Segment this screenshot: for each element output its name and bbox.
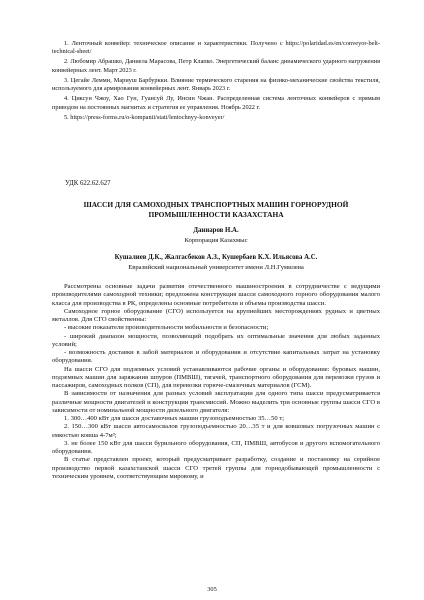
article-body	[52, 283, 380, 481]
list-item: - широкий диапазон мощности, позволяющий подобрать их оптимальные значения для любых заданных условий;	[52, 332, 380, 348]
author-list: Кушалиев Д.К., Жалгасбеков А.З., Кушербаев К.Х. Ильясова А.С.	[114, 254, 318, 261]
author-primary: Даниаров Н.А.	[193, 227, 239, 234]
list-item: 1. 300…400 кВт для шасси доставочных машин грузоподъемностью 35…50 т;	[64, 415, 285, 422]
paragraph: В статье представлен проект, который предусматривает разработку, создание и постановку на серийное производство первой казахстанской шасси СГО третей группы для горнодобывающей промышленности с техническим уровнем, соответствующим мировому, и	[52, 456, 380, 480]
affiliation-primary: Корпорация Казахмыс	[184, 237, 248, 244]
reference-item: 4. Циксун Чжоу, Хао Гун, Гуансуй Лу, Инсин Чжан. Распределенная система ленточных конвейеров с прямым приводом на постоянных магнитах и стратегия ее управления. Ноябрь 2022 г.	[52, 95, 380, 111]
affiliation-secondary: Евразийский национальный университет имени Л.Н.Гумилева	[128, 264, 304, 271]
paragraph: Рассмотрены основные задачи развития отечественного машиностроения в сотрудничестве с ведущими производителями самоходной техники; предложена конструкция шасси самоходного горного оборудования малого класса для производства в РК, определены основные потребители и объемы производства шасси.	[52, 283, 380, 307]
paragraph: Самоходное горное оборудование (СГО) используется на крупнейших месторождениях рудных и цветных металлов. Для СГО свойственны:	[52, 307, 380, 323]
paragraph: На шасси СГО для подземных условий устанавливаются рабочие органы и оборудование: буровых машин, подземных машин для заряжания шпуров (ПМВШ), тягачей, транспортного оборудования для перевозки грузов и пассажиров, самоходных полков (СП), для перевозки горюче-смазочных материалов (ГСМ).	[52, 365, 380, 389]
reference-item: 2. Любомир Абрашко, Даниела Марасова, Петр Клапко. Энергетический баланс динамического ударного нагружения конвейерных лент. Март 2023 г.	[52, 58, 380, 74]
list-item: - возможность доставки в забой материалов и оборудования и отсутствие капитальных затрат на установку оборудования.	[52, 349, 380, 365]
reference-list	[52, 40, 380, 124]
paragraph: В зависимости от назначения для разных условий эксплуатации для одного типа шасси предусматривается различные мощности двигателей и конструкции трансмиссий. Можно выделить три основные группы шасси СГО в зависимости от номинальной мощности дизельного двигателя:	[52, 390, 380, 414]
article-title: ШАССИ ДЛЯ САМОХОДНЫХ ТРАНСПОРТНЫХ МАШИН ГОРНОРУДНОЙ ПРОМЫШЛЕННОСТИ КАЗАХСТАНА	[83, 200, 349, 219]
reference-item: 1. Ленточный конвейер: техническое описание и характеристики. Получено с https://polaridad.es/en/conveyor-belt-technical-sheet/	[52, 40, 380, 56]
list-item: 2. 150…300 кВт шасси автосамосвалов грузоподъемностью 20…35 т и для ковшовых погрузочных машин с емкостью ковша 4-7м³;	[52, 423, 380, 439]
udk-code: УДК 622.62.627	[65, 180, 111, 187]
list-item: - высокие показатели производительности мобильности и безопасности;	[64, 324, 269, 332]
reference-item: 3. Цегайе Лемми, Мариуш Барбуркки. Влияние термического старения на физико-механические свойства текстиля, используемого для армирования конвейерных лент. Январь 2023 г.	[52, 76, 380, 93]
list-item: 3. не более 150 кВт для шасси бурильного оборудования, СП, ПМВШ, автобусов и другого вспомогательного оборудования.	[52, 439, 380, 455]
page-number: 305	[207, 586, 217, 593]
reference-item: 5. https://press-forms.ru/o-kompanii/stati/lentochnyy-konveyer/	[64, 113, 225, 121]
